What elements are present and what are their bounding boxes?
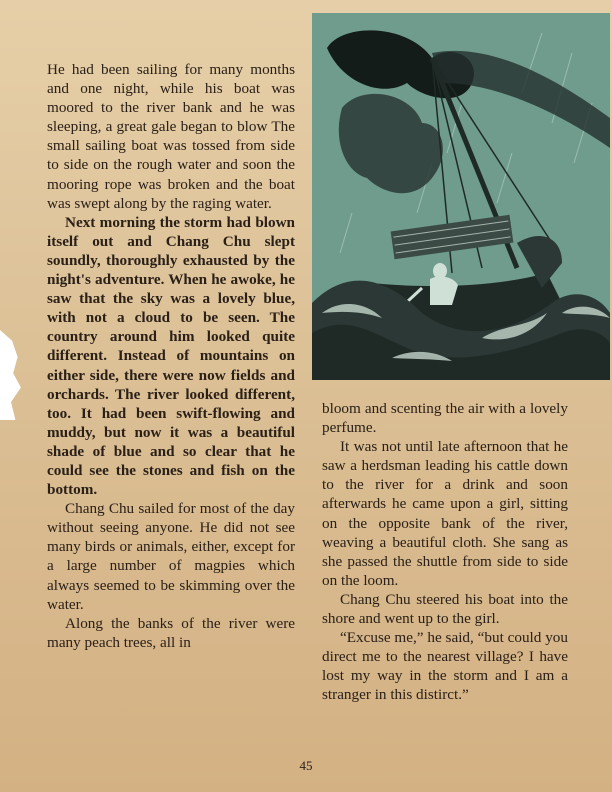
paragraph-next-morning: Next morning the storm had blown itself out and Chang Chu slept soundly, thoroughly exhausted by the night's adventure. When he awoke, he saw that the sky was a lovely blue, with not a cloud to be seen. The country around him looked quite different. Instead of mountains on either side, there were now fields and orchards. The river looked different, too. It had been swift-flowing and muddy, but now it was a beautiful shade of blue and so clear that he could see the stones and fish on the bottom. <box>47 213 295 499</box>
paragraph-storm: He had been sailing for many months and one night, while his boat was moored to the river bank and he was sleeping, a great gale began to blow The small sailing boat was tossed from side to side on the rough water and soon the mooring rope was broken and the boat was swept along by the raging water. <box>47 61 295 212</box>
left-text-column <box>47 60 295 652</box>
torn-page-edge <box>0 330 22 420</box>
page-number: 45 <box>299 758 313 773</box>
paragraph-excuse-me: “Excuse me,” he said, “but could you direct me to the nearest village? I have lost my way in the storm and I am a stranger in this distirct.” <box>322 629 568 704</box>
right-text-column <box>322 399 568 705</box>
paragraph-steered: Chang Chu steered his boat into the shore and went up to the girl. <box>322 590 568 628</box>
paragraph-herdsman: It was not until late afternoon that he saw a herdsman leading his cattle down to the river for a drink and soon afterwards he came upon a girl, sitting on the opposite bank of the river, weaving a beautiful cloth. She sang as she passed the shuttle from side to side on the loom. <box>322 438 568 589</box>
paragraph-bloom: bloom and scenting the air with a lovely perfume. <box>322 400 568 437</box>
sailboat-in-storm-illustration <box>312 13 610 380</box>
paragraph-sailing-alone: Chang Chu sailed for most of the day without seeing anyone. He did not see many birds or animals, either, except for a large number of magpies which always seemed to be skimming over the water. <box>47 500 295 613</box>
paragraph-peach-trees: Along the banks of the river were many peach trees, all in <box>47 614 295 651</box>
